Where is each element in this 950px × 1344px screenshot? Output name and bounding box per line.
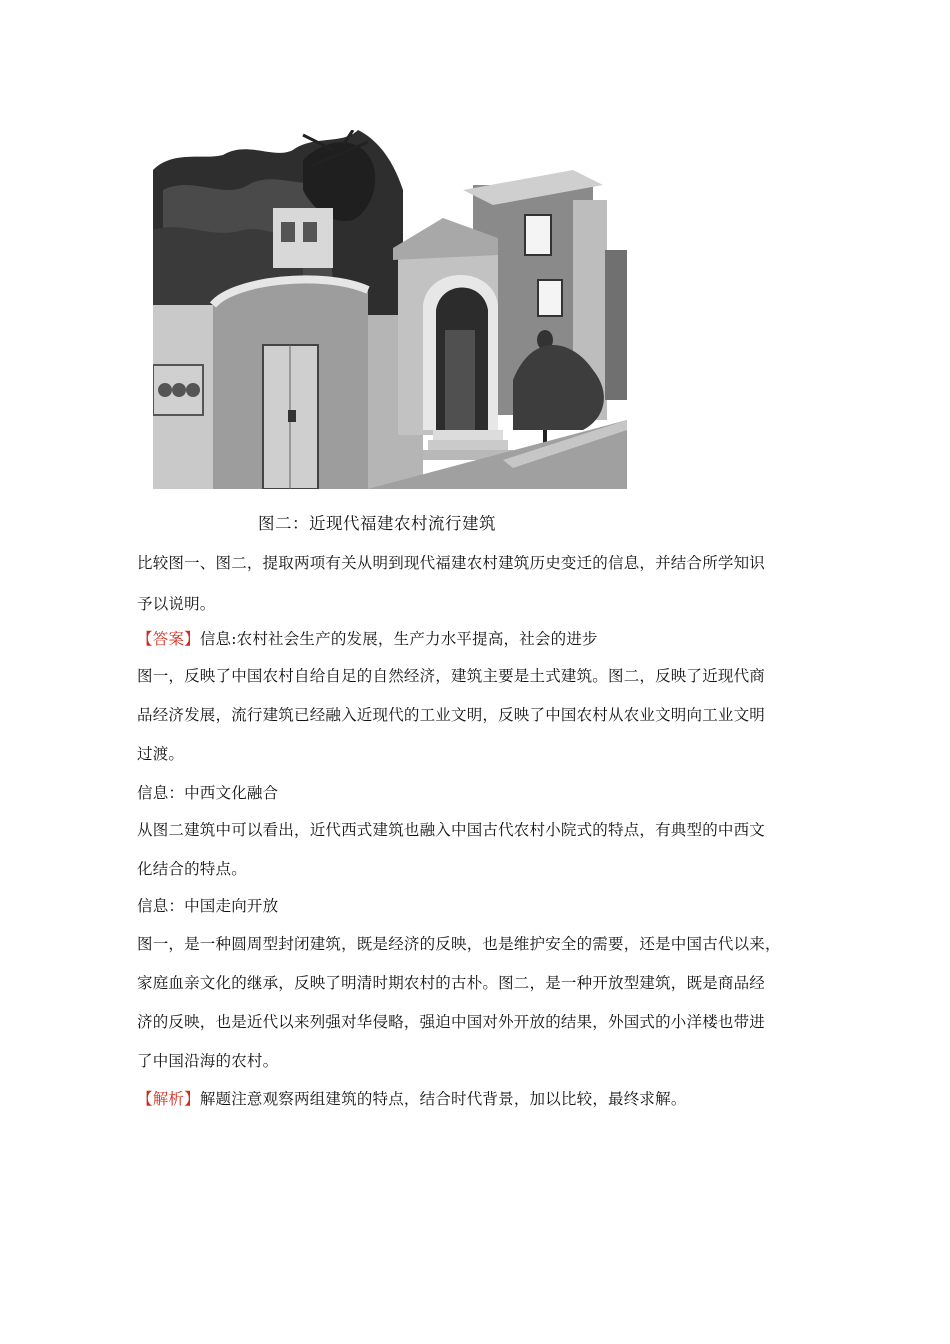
info1-text-line-3: 过渡。: [137, 745, 185, 763]
info3-text-line-2: 家庭血亲文化的继承，反映了明清时期农村的古朴。图二，是一种开放型建筑，既是商品经: [137, 974, 766, 992]
figure-caption: 图二：近现代福建农村流行建筑: [258, 514, 496, 533]
analysis-tag: 【解析】: [137, 1090, 200, 1108]
info1-title: 信息:农村社会生产的发展，生产力水平提高，社会的进步: [199, 630, 598, 648]
info3-text-line-4: 了中国沿海的农村。: [137, 1052, 279, 1070]
info3-text-line-3: 济的反映，也是近代以来列强对华侵略，强迫中国对外开放的结果，外国式的小洋楼也带进: [137, 1013, 766, 1031]
info1-text-line-2: 品经济发展，流行建筑已经融入近现代的工业文明，反映了中国农村从农业文明向工业文明: [137, 706, 766, 724]
info2-text-line-2: 化结合的特点。: [137, 860, 247, 878]
question-line-2: 予以说明。: [137, 595, 216, 613]
info3-text-line-1: 图一，是一种圆周型封闭建筑，既是经济的反映，也是维护安全的需要，还是中国古代以来，: [137, 935, 781, 953]
building-photo: [153, 130, 627, 489]
answer-heading: [137, 627, 598, 649]
info1-text-line-1: 图一，反映了中国农村自给自足的自然经济，建筑主要是土式建筑。图二，反映了近现代商: [137, 667, 766, 685]
question-line-1: 比较图一、图二，提取两项有关从明到现代福建农村建筑历史变迁的信息，并结合所学知识: [137, 554, 766, 572]
info2-title: 信息：中西文化融合: [137, 784, 279, 802]
info3-title: 信息：中国走向开放: [137, 897, 279, 915]
info2-text-line-1: 从图二建筑中可以看出，近代西式建筑也融入中国古代农村小院式的特点，有典型的中西文: [137, 821, 766, 839]
analysis: [137, 1087, 687, 1109]
analysis-text: 解题注意观察两组建筑的特点，结合时代背景，加以比较，最终求解。: [199, 1090, 687, 1108]
answer-tag: 【答案】: [137, 630, 200, 648]
